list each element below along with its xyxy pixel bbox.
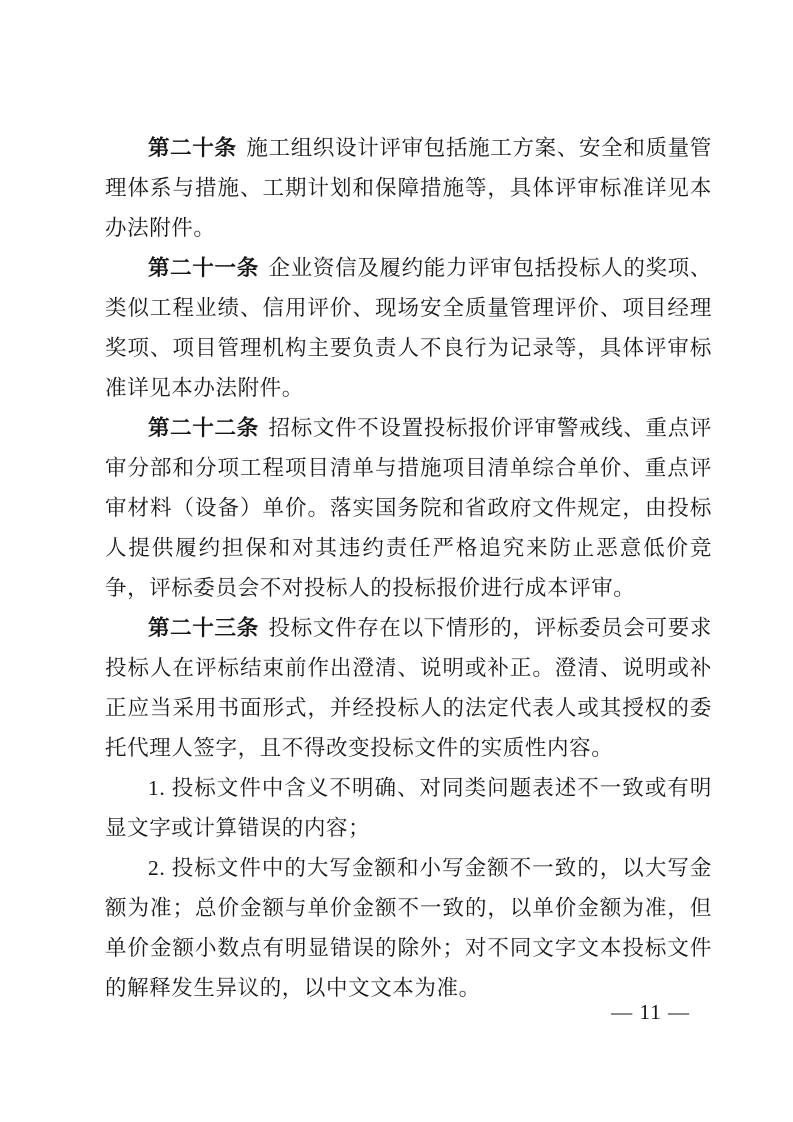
document-body bbox=[105, 128, 712, 1008]
article-20-number: 第二十条 bbox=[148, 136, 237, 160]
article-20-text: 施工组织设计评审包括施工方案、安全和质量管理体系与措施、工期计划和保障措施等，具体评审标准详见本办法附件。 bbox=[105, 136, 712, 240]
article-23-text: 投标文件存在以下情形的，评标委员会可要求投标人在评标结束前作出澄清、说明或补正。澄清、说明或补正应当采用书面形式，并经投标人的法定代表人或其授权的委托代理人签字，且不得改变投标文件的实质性内容。 bbox=[105, 616, 712, 760]
article-21-paragraph bbox=[105, 248, 712, 408]
clause-2-text: 2. 投标文件中的大写金额和小写金额不一致的，以大写金额为准；总价金额与单价金额不一致的，以单价金额为准，但单价金额小数点有明显错误的除外；对不同文字文本投标文件的解释发生异议的，以中文文本为准。 bbox=[105, 856, 712, 1000]
clause-2-paragraph bbox=[105, 848, 712, 1008]
article-20-paragraph bbox=[105, 128, 712, 248]
article-22-paragraph bbox=[105, 408, 712, 608]
page-number: — 11 — bbox=[611, 1000, 690, 1024]
article-21-number: 第二十一条 bbox=[148, 256, 259, 280]
article-23-paragraph bbox=[105, 608, 712, 768]
article-22-number: 第二十二条 bbox=[148, 416, 259, 440]
article-23-number: 第二十三条 bbox=[148, 616, 259, 640]
article-21-text: 企业资信及履约能力评审包括投标人的奖项、类似工程业绩、信用评价、现场安全质量管理评价、项目经理奖项、项目管理机构主要负责人不良行为记录等，具体评审标准详见本办法附件。 bbox=[105, 256, 712, 400]
clause-1-text: 1. 投标文件中含义不明确、对同类问题表述不一致或有明显文字或计算错误的内容； bbox=[105, 776, 712, 840]
article-22-text: 招标文件不设置投标报价评审警戒线、重点评审分部和分项工程项目清单与措施项目清单综合单价、重点评审材料（设备）单价。落实国务院和省政府文件规定，由投标人提供履约担保和对其违约责任严格追究来防止恶意低价竞争，评标委员会不对投标人的投标报价进行成本评审。 bbox=[105, 416, 712, 600]
clause-1-paragraph bbox=[105, 768, 712, 848]
